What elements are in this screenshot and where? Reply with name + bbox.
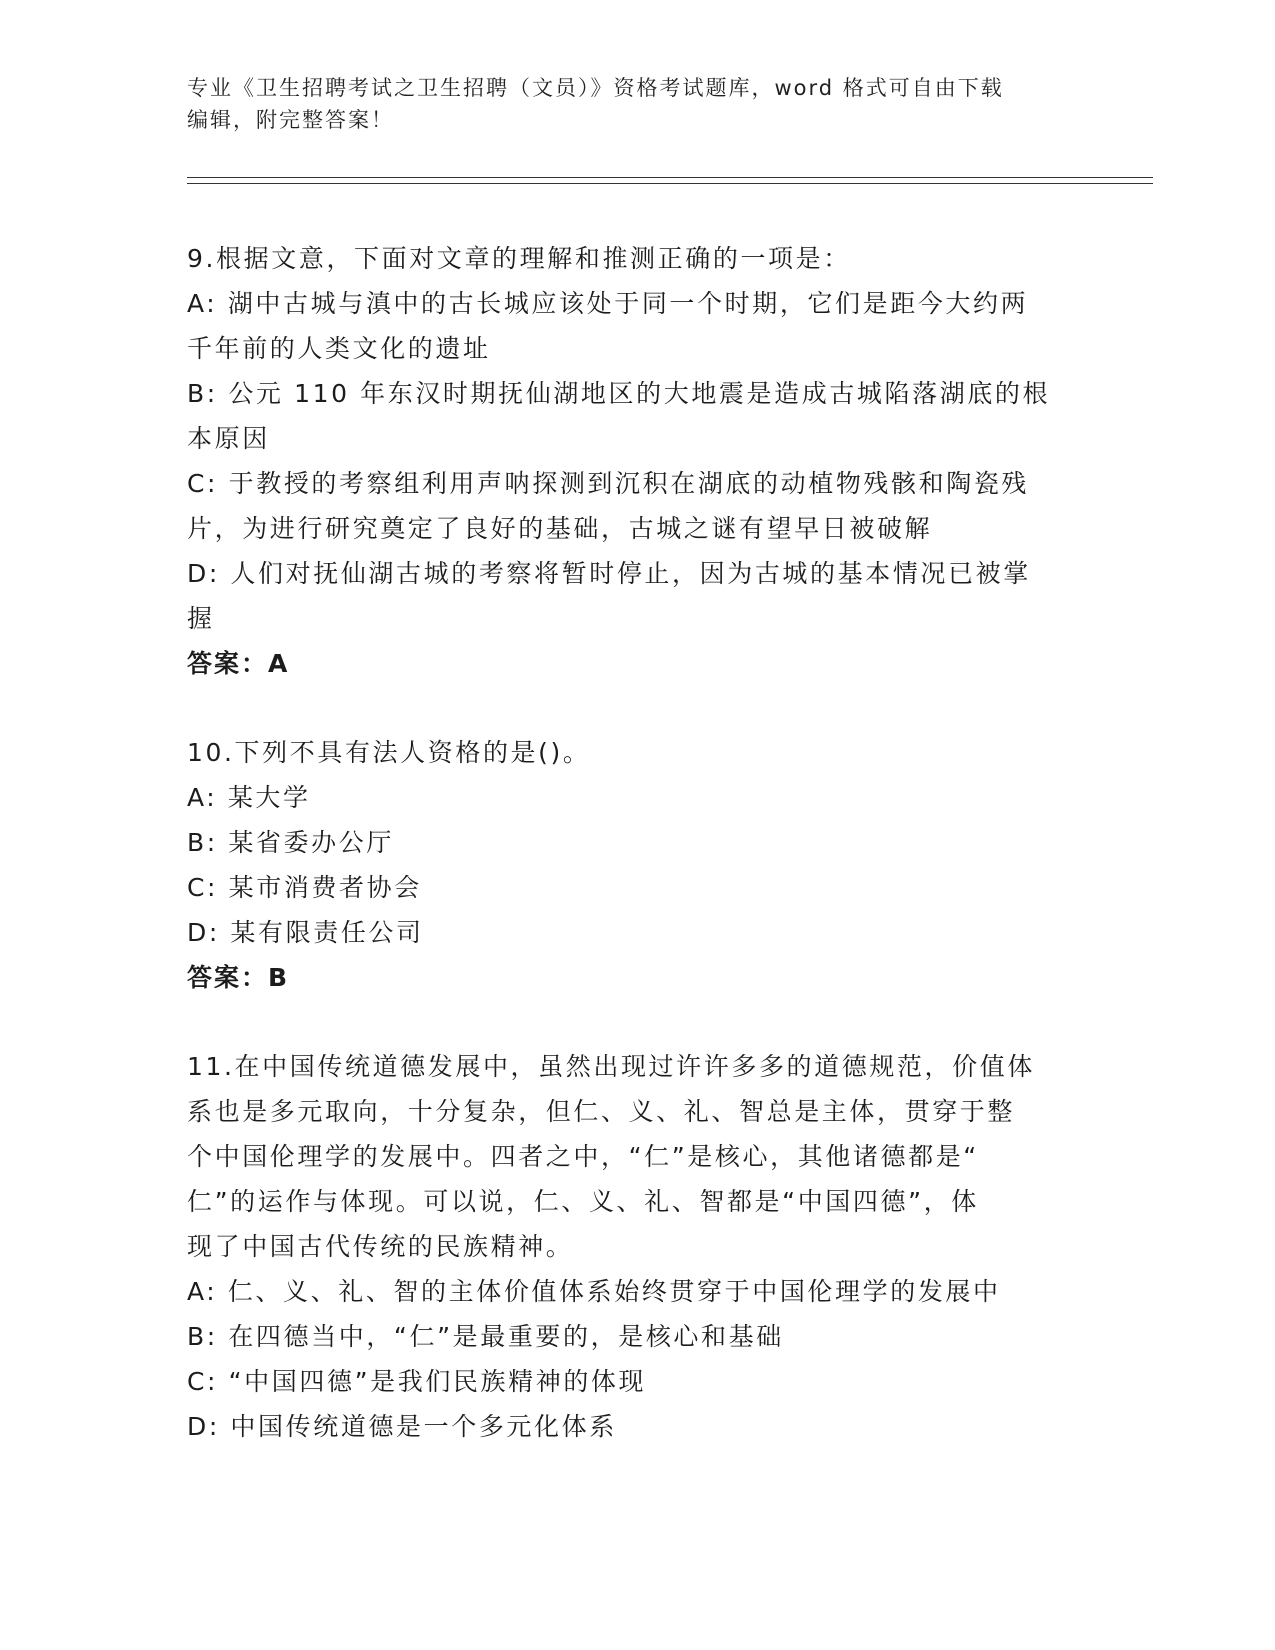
option-line: A: 湖中古城与滇中的古长城应该处于同一个时期，它们是距今大约两	[187, 289, 1029, 318]
option-line: B: 某省委办公厅	[187, 828, 394, 857]
option-line: A: 某大学	[187, 783, 311, 812]
answer-label: 答案：A	[187, 649, 290, 678]
option-line: D: 中国传统道德是一个多元化体系	[187, 1412, 617, 1441]
question-stem-line: 11.在中国传统道德发展中，虽然出现过许许多多的道德规范，价值体	[187, 1052, 1035, 1081]
question-block	[187, 1044, 1087, 1449]
question-stem-line: 系也是多元取向，十分复杂，但仁、义、礼、智总是主体，贯穿于整	[187, 1097, 1016, 1126]
header-line-1: 专业《卫生招聘考试之卫生招聘（文员）》资格考试题库，word 格式可自由下载	[187, 76, 1004, 100]
question-block	[187, 730, 1087, 1000]
option-line: 片，为进行研究奠定了良好的基础，古城之谜有望早日被破解	[187, 514, 933, 543]
option-line: 本原因	[187, 424, 270, 453]
header-divider-bottom	[187, 183, 1153, 184]
header-line-2: 编辑，附完整答案！	[187, 108, 394, 132]
question-stem-line: 仁”的运作与体现。可以说，仁、义、礼、智都是“中国四德”，体	[187, 1187, 979, 1216]
header-divider-top	[187, 177, 1153, 178]
option-line: C: 于教授的考察组利用声呐探测到沉积在湖底的动植物残骸和陶瓷残	[187, 469, 1030, 498]
option-line: D: 人们对抚仙湖古城的考察将暂时停止，因为古城的基本情况已被掌	[187, 559, 1031, 588]
document-header	[187, 72, 1067, 136]
option-line: C: “中国四德”是我们民族精神的体现	[187, 1367, 647, 1396]
question-list	[187, 236, 1087, 1493]
option-line: 握	[187, 604, 215, 633]
question-stem-line: 个中国伦理学的发展中。四者之中，“仁”是核心，其他诸德都是“	[187, 1142, 979, 1171]
question-stem-line: 10.下列不具有法人资格的是()。	[187, 738, 591, 767]
option-line: 千年前的人类文化的遗址	[187, 334, 491, 363]
question-stem-line: 9.根据文意，下面对文章的理解和推测正确的一项是：	[187, 244, 851, 273]
option-line: B: 公元 110 年东汉时期抚仙湖地区的大地震是造成古城陷落湖底的根	[187, 379, 1051, 408]
option-line: A: 仁、义、礼、智的主体价值体系始终贯穿于中国伦理学的发展中	[187, 1277, 1001, 1306]
question-block	[187, 236, 1087, 686]
question-stem-line: 现了中国古代传统的民族精神。	[187, 1232, 574, 1261]
option-line: C: 某市消费者协会	[187, 873, 422, 902]
option-line: B: 在四德当中，“仁”是最重要的，是核心和基础	[187, 1322, 784, 1351]
answer-label: 答案：B	[187, 963, 290, 992]
option-line: D: 某有限责任公司	[187, 918, 424, 947]
